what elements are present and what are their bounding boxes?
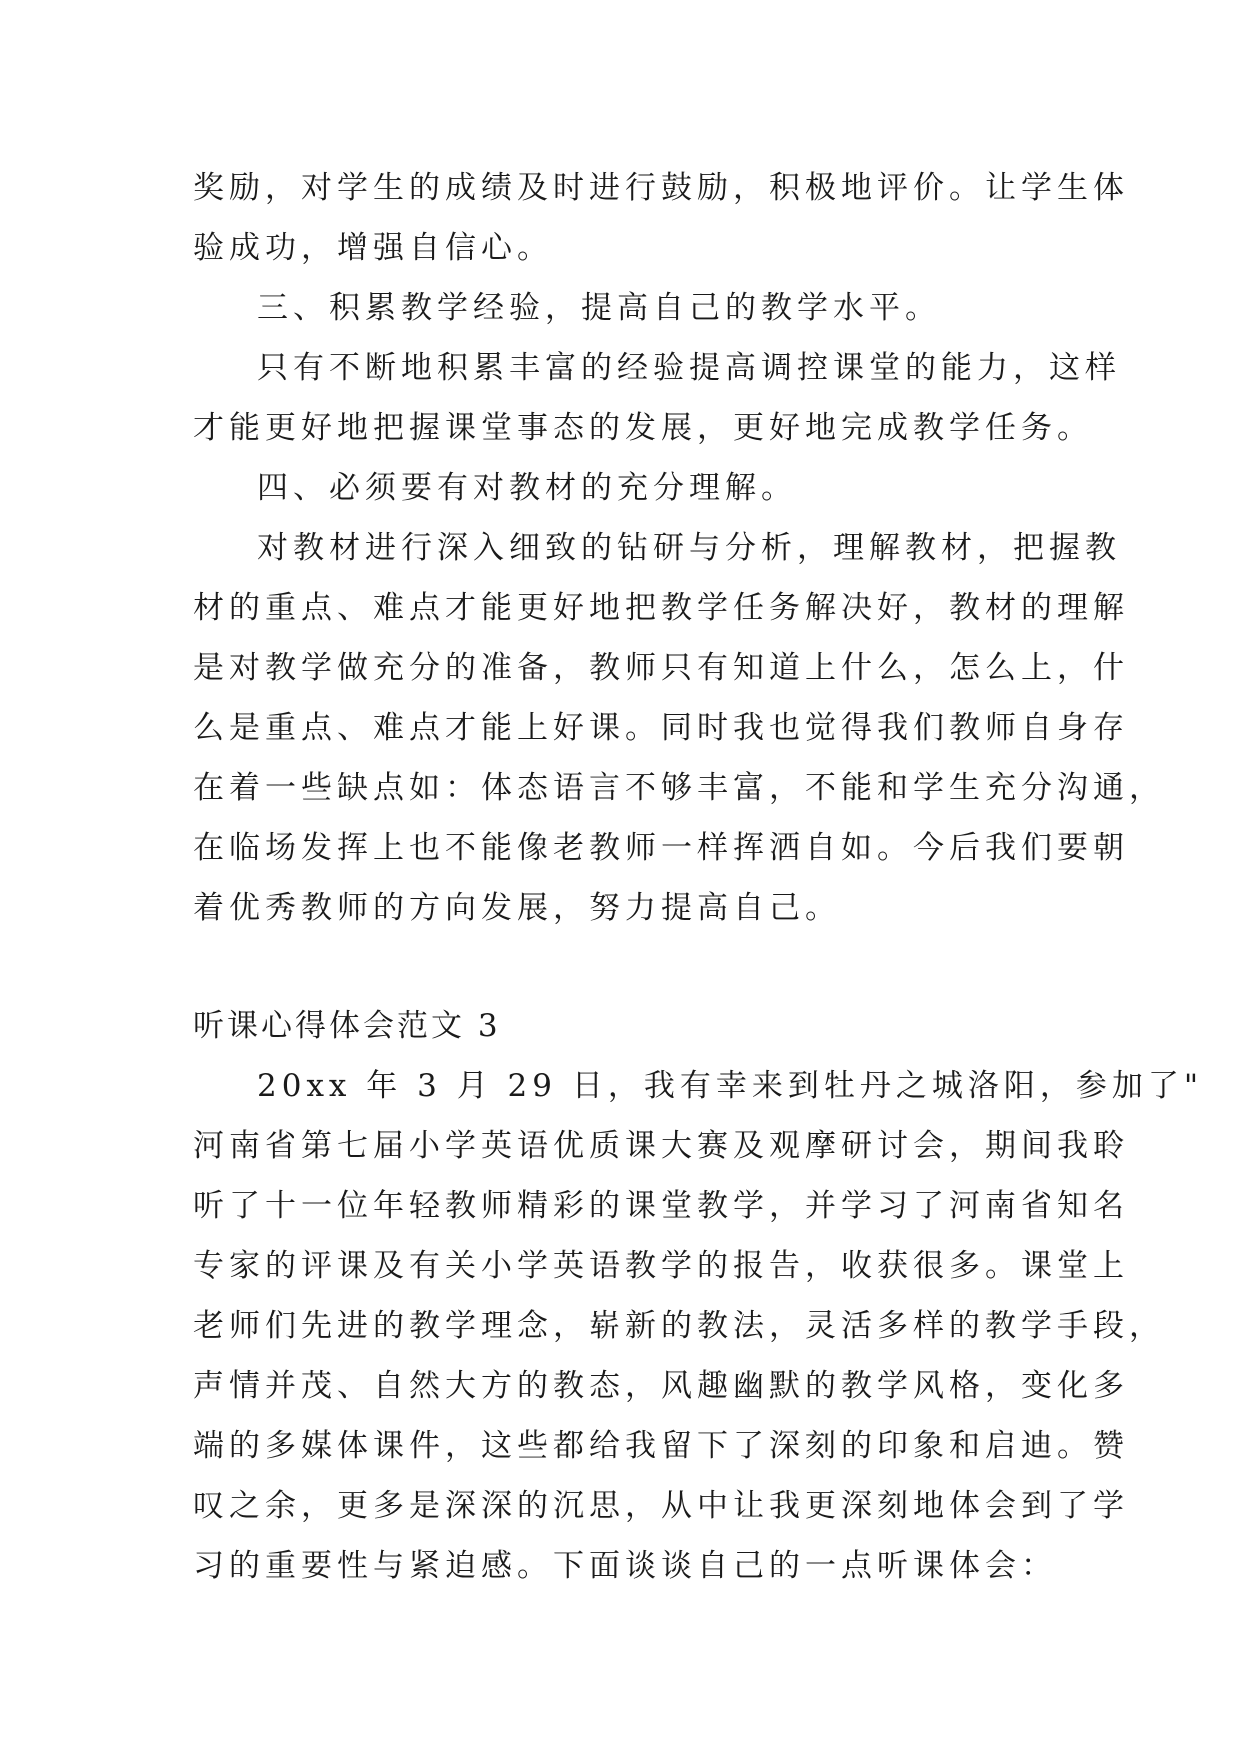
text-line: 在临场发挥上也不能像老教师一样挥洒自如。今后我们要朝 xyxy=(193,830,1129,866)
text-line: 四、必须要有对教材的充分理解。 xyxy=(257,470,797,506)
text-line: 只有不断地积累丰富的经验提高调控课堂的能力，这样 xyxy=(257,350,1121,386)
text-line: 验成功，增强自信心。 xyxy=(193,230,553,266)
text-line: 20xx 年 3 月 29 日，我有幸来到牡丹之城洛阳，参加了" xyxy=(257,1068,1204,1104)
text-line: 材的重点、难点才能更好地把教学任务解决好，教材的理解 xyxy=(193,590,1129,626)
text-line: 奖励，对学生的成绩及时进行鼓励，积极地评价。让学生体 xyxy=(193,170,1129,206)
text-line: 三、积累教学经验，提高自己的教学水平。 xyxy=(257,290,941,326)
para-encourage xyxy=(193,158,1129,278)
text-line: 习的重要性与紧迫感。下面谈谈自己的一点听课体会： xyxy=(193,1548,1057,1584)
text-line: 么是重点、难点才能上好课。同时我也觉得我们教师自身存 xyxy=(193,710,1129,746)
document-body xyxy=(193,158,1204,1596)
section-title: 听课心得体会范文 3 xyxy=(193,1008,501,1044)
text-line: 对教材进行深入细致的钻研与分析，理解教材，把握教 xyxy=(257,530,1121,566)
paragraphs-after xyxy=(193,1056,1204,1596)
paragraphs-before xyxy=(193,158,1165,938)
text-line: 听了十一位年轻教师精彩的课堂教学，并学习了河南省知名 xyxy=(193,1188,1129,1224)
text-line: 河南省第七届小学英语优质课大赛及观摩研讨会，期间我聆 xyxy=(193,1128,1129,1164)
text-line: 在着一些缺点如：体态语言不够丰富，不能和学生充分沟通， xyxy=(193,770,1165,806)
heading-point-four xyxy=(193,458,1053,518)
text-line: 声情并茂、自然大方的教态，风趣幽默的教学风格，变化多 xyxy=(193,1368,1129,1404)
text-line: 端的多媒体课件，这些都给我留下了深刻的印象和启迪。赞 xyxy=(193,1428,1129,1464)
para-luoyang xyxy=(193,1056,1204,1596)
text-line: 才能更好地把握课堂事态的发展，更好地完成教学任务。 xyxy=(193,410,1093,446)
para-textbook xyxy=(193,518,1165,938)
text-line: 老师们先进的教学理念，崭新的教法，灵活多样的教学手段， xyxy=(193,1308,1165,1344)
text-line: 是对教学做充分的准备，教师只有知道上什么，怎么上，什 xyxy=(193,650,1129,686)
heading-point-three xyxy=(193,278,1053,338)
text-line: 专家的评课及有关小学英语教学的报告，收获很多。课堂上 xyxy=(193,1248,1129,1284)
text-line: 着优秀教师的方向发展，努力提高自己。 xyxy=(193,890,841,926)
text-line: 叹之余，更多是深深的沉思，从中让我更深刻地体会到了学 xyxy=(193,1488,1129,1524)
para-experience xyxy=(193,338,1121,458)
